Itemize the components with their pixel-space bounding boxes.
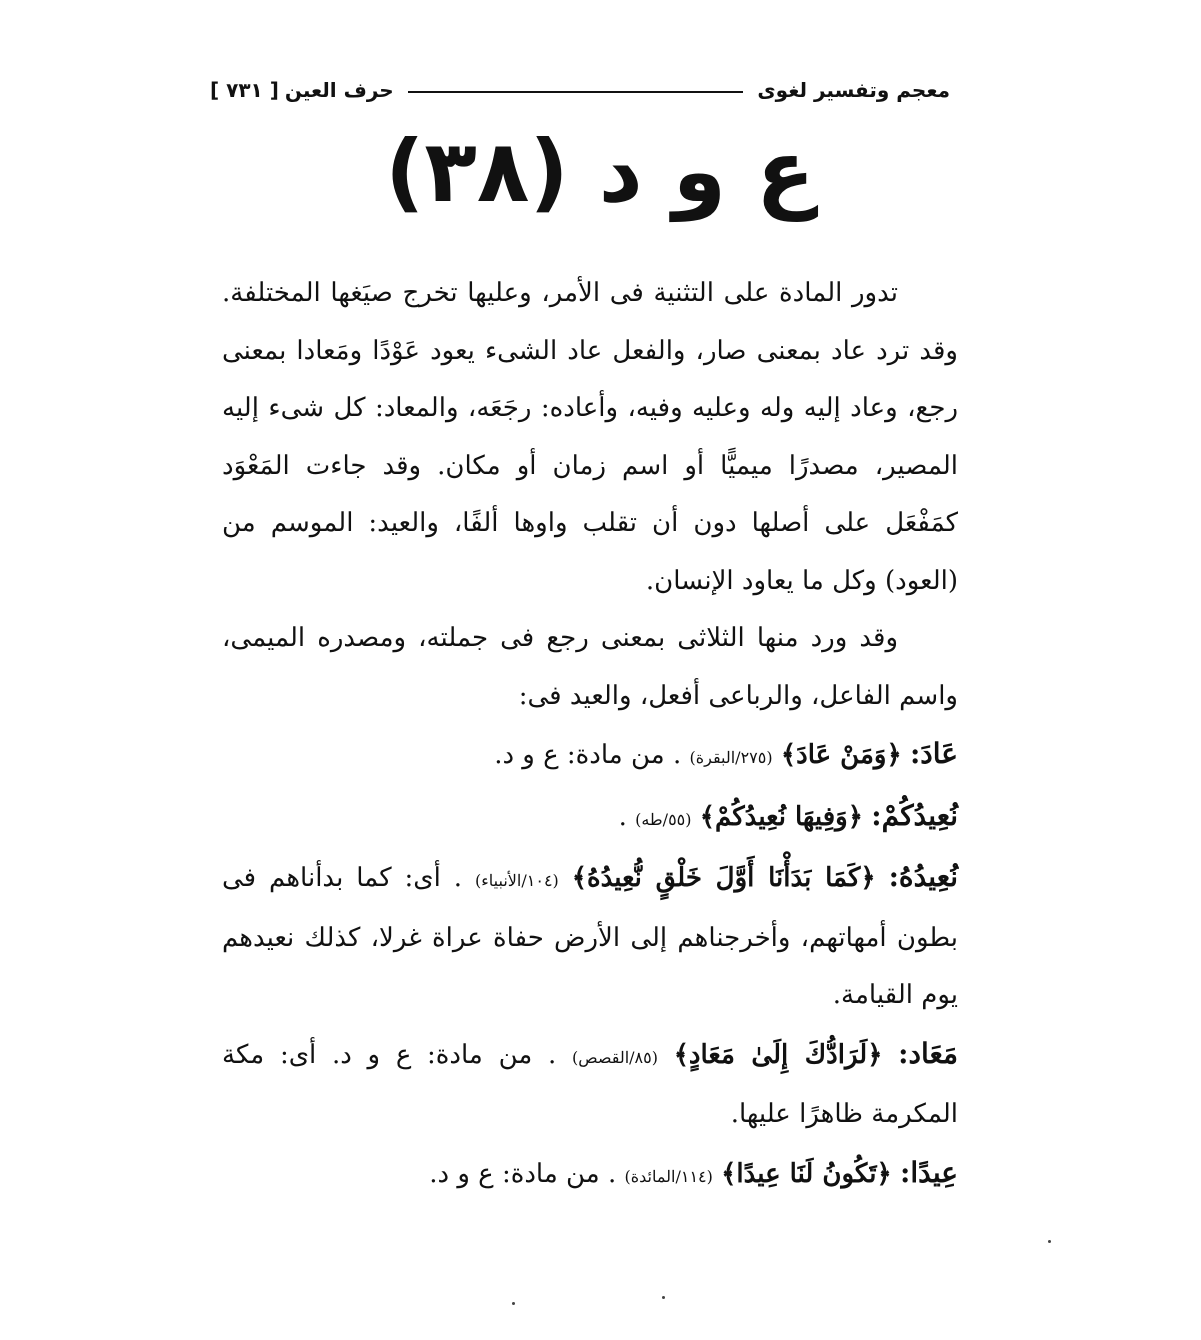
verse-quote: ﴿وَمَنْ عَادَ﴾: [780, 740, 902, 770]
header-rule: [408, 91, 744, 93]
entry-body: [222, 265, 958, 1205]
entry-line: [222, 1025, 958, 1144]
verse-quote: ﴿لَرَادُّكَ إِلَىٰ مَعَادٍ﴾: [673, 1039, 883, 1070]
scan-speck: [662, 1296, 665, 1299]
page-number: [ ٧٣١ ]: [210, 78, 279, 102]
book-title: معجم وتفسير لغوى: [757, 78, 950, 102]
intro-paragraph: تدور المادة على التثنية فى الأمر، وعليها تخرج صيَغها المختلفة. وقد ترد عاد بمعنى صار، والفعل عاد الشىء يعود عَوْدًا ومَعادا بمعنى رجع، وعاد إليه وله وعليه وفيه، وأعاده: رجَعَه، والمعاد: كل شىء إليه المصير، مصدرًا ميميًّا أو اسم زمان أو مكان. وقد جاءت المَعْوَد كمَفْعَل على أصلها دون أن تقلب واوها ألفًا، والعيد: الموسم من (العود) وكل ما يعاود الإنسان.: [222, 278, 958, 596]
headword: عَادَ:: [909, 737, 958, 770]
headword: مَعَاد:: [898, 1036, 959, 1070]
headword: نُعِيدُكُمْ:: [871, 798, 958, 832]
entry-note: . من مادة: ع و د. أى: مكة المكرمة ظاهرًا عليها.: [222, 1039, 958, 1129]
scan-speck: [512, 1302, 515, 1305]
verse-reference: (٢٧٥/البقرة): [689, 748, 773, 767]
entry-line: [222, 787, 958, 849]
verse-reference: (٥٥/طه): [635, 809, 692, 829]
scan-speck: [1048, 1240, 1051, 1243]
running-header: [210, 72, 950, 108]
headword: نُعِيدُهُ:: [888, 860, 959, 893]
verse-quote: ﴿تَكُونُ لَنَا عِيدًا﴾: [721, 1158, 892, 1189]
verse-quote: ﴿كَمَا بَدَأْنَا أَوَّلَ خَلْقٍ نُّعِيدُهُ﴾: [571, 863, 876, 893]
entry-note: . من مادة: ع و د.: [494, 740, 682, 770]
entry-note: . أى: كما بدأناهم فى بطون أمهاتهم، وأخرجناهم إلى الأرض حفاة عراة غرلا، كذلك نعيدهم يوم القيامة.: [222, 863, 958, 1010]
verse-reference: (٨٥/القصص): [572, 1047, 658, 1067]
entry-note: .: [618, 801, 627, 832]
entry-line: [222, 725, 958, 787]
headword: عِيدًا:: [900, 1155, 958, 1189]
root-title: ع و د (٣٨): [385, 122, 815, 222]
section-name: حرف العين: [284, 78, 394, 102]
verse-reference: (١١٤/المائدة): [624, 1166, 713, 1186]
verse-quote: ﴿وَفِيهَا نُعِيدُكُمْ﴾: [699, 801, 863, 832]
entry-line: [222, 1144, 958, 1206]
usage-paragraph: وقد ورد منها الثلاثى بمعنى رجع فى جملته، ومصدره الميمى، واسم الفاعل، والرباعى أفعل، والعيد فى:: [222, 623, 958, 711]
verse-reference: (١٠٤/الأنبياء): [475, 871, 559, 890]
entry-note: . من مادة: ع و د.: [429, 1158, 617, 1189]
entry-line: [222, 848, 958, 1025]
section-label: [210, 78, 394, 102]
